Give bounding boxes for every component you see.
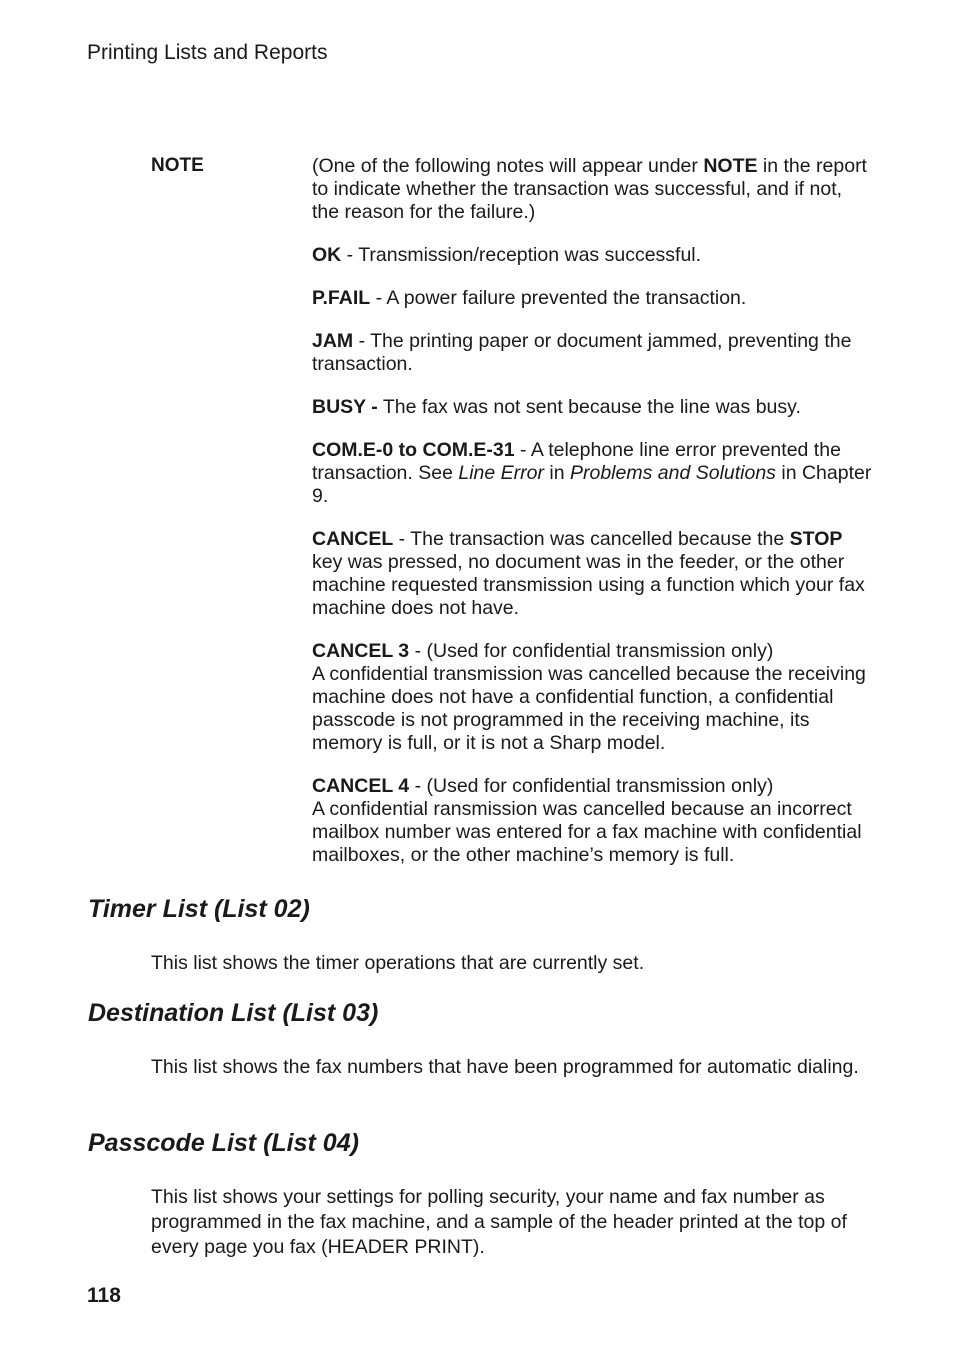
note-intro bbox=[312, 155, 872, 224]
note-reference: Problems and Solutions bbox=[569, 462, 776, 484]
note-term: CANCEL bbox=[312, 528, 394, 550]
note-term: CANCEL 3 bbox=[312, 640, 410, 662]
note-item-cancel3 bbox=[312, 640, 872, 755]
note-desc: - (Used for confidential transmission only) bbox=[409, 640, 774, 662]
note-item-cancel4 bbox=[312, 775, 872, 867]
page-number: 118 bbox=[87, 1284, 121, 1307]
running-header: Printing Lists and Reports bbox=[87, 41, 328, 64]
note-desc: - The transaction was cancelled because the bbox=[393, 528, 790, 550]
note-desc: A confidential ransmission was cancelled because an incorrect mailbox number was entered for a fax machine with confidential mailboxes, or the other machine’s memory is full. bbox=[312, 798, 862, 866]
note-desc: in Chapter 9. bbox=[312, 462, 872, 507]
note-key: STOP bbox=[789, 528, 843, 550]
note-desc: in bbox=[543, 462, 570, 484]
section-heading-passcode-list: Passcode List (List 04) bbox=[88, 1129, 359, 1157]
note-item-pfail bbox=[312, 287, 872, 310]
section-heading-destination-list: Destination List (List 03) bbox=[88, 999, 379, 1027]
note-term: JAM bbox=[312, 330, 354, 352]
note-reference: Line Error bbox=[458, 462, 544, 484]
section-heading-timer-list: Timer List (List 02) bbox=[88, 895, 310, 923]
note-desc: - The printing paper or document jammed, preventing the transaction. bbox=[312, 330, 852, 375]
note-item-cancel bbox=[312, 528, 872, 620]
section-text-destination-list: This list shows the fax numbers that have been programmed for automatic dialing. bbox=[151, 1056, 859, 1078]
note-label: NOTE bbox=[151, 155, 204, 176]
note-item-jam bbox=[312, 330, 872, 376]
note-definitions bbox=[312, 155, 872, 887]
note-term: OK bbox=[312, 244, 342, 266]
note-term: P.FAIL bbox=[312, 287, 371, 309]
note-item-busy bbox=[312, 396, 872, 419]
note-desc: key was pressed, no document was in the feeder, or the other machine requested transmission using a function which your fax machine does not have. bbox=[312, 551, 865, 619]
note-desc: - A telephone line error prevented the transaction. See bbox=[312, 439, 841, 484]
note-desc: - A power failure prevented the transaction. bbox=[370, 287, 747, 309]
note-desc: - (Used for confidential transmission only) bbox=[409, 775, 774, 797]
note-desc: The fax was not sent because the line was busy. bbox=[377, 396, 801, 418]
note-desc: A confidential transmission was cancelled because the receiving machine does not have a confidential function, a confidential passcode is not programmed in the receiving machine, its memory is full, or it is not a Sharp model. bbox=[312, 663, 866, 754]
section-text-timer-list: This list shows the timer operations that are currently set. bbox=[151, 952, 645, 974]
note-intro-text: (One of the following notes will appear under bbox=[312, 155, 704, 177]
section-text-passcode-list: This list shows your settings for polling security, your name and fax number as programmed in the fax machine, and a sample of the header printed at the top of every page you fax (HEADER PRINT). bbox=[151, 1186, 847, 1258]
note-term: COM.E-0 to COM.E-31 bbox=[312, 439, 515, 461]
note-intro-keyword: NOTE bbox=[703, 155, 758, 177]
note-desc: - Transmission/reception was successful. bbox=[341, 244, 702, 266]
note-item-ok bbox=[312, 244, 872, 267]
note-term: CANCEL 4 bbox=[312, 775, 410, 797]
note-item-come bbox=[312, 439, 872, 508]
note-term: BUSY - bbox=[312, 396, 378, 418]
note-intro-text-end: in the report to indicate whether the transaction was successful, and if not, the reason for the failure.) bbox=[312, 155, 867, 223]
